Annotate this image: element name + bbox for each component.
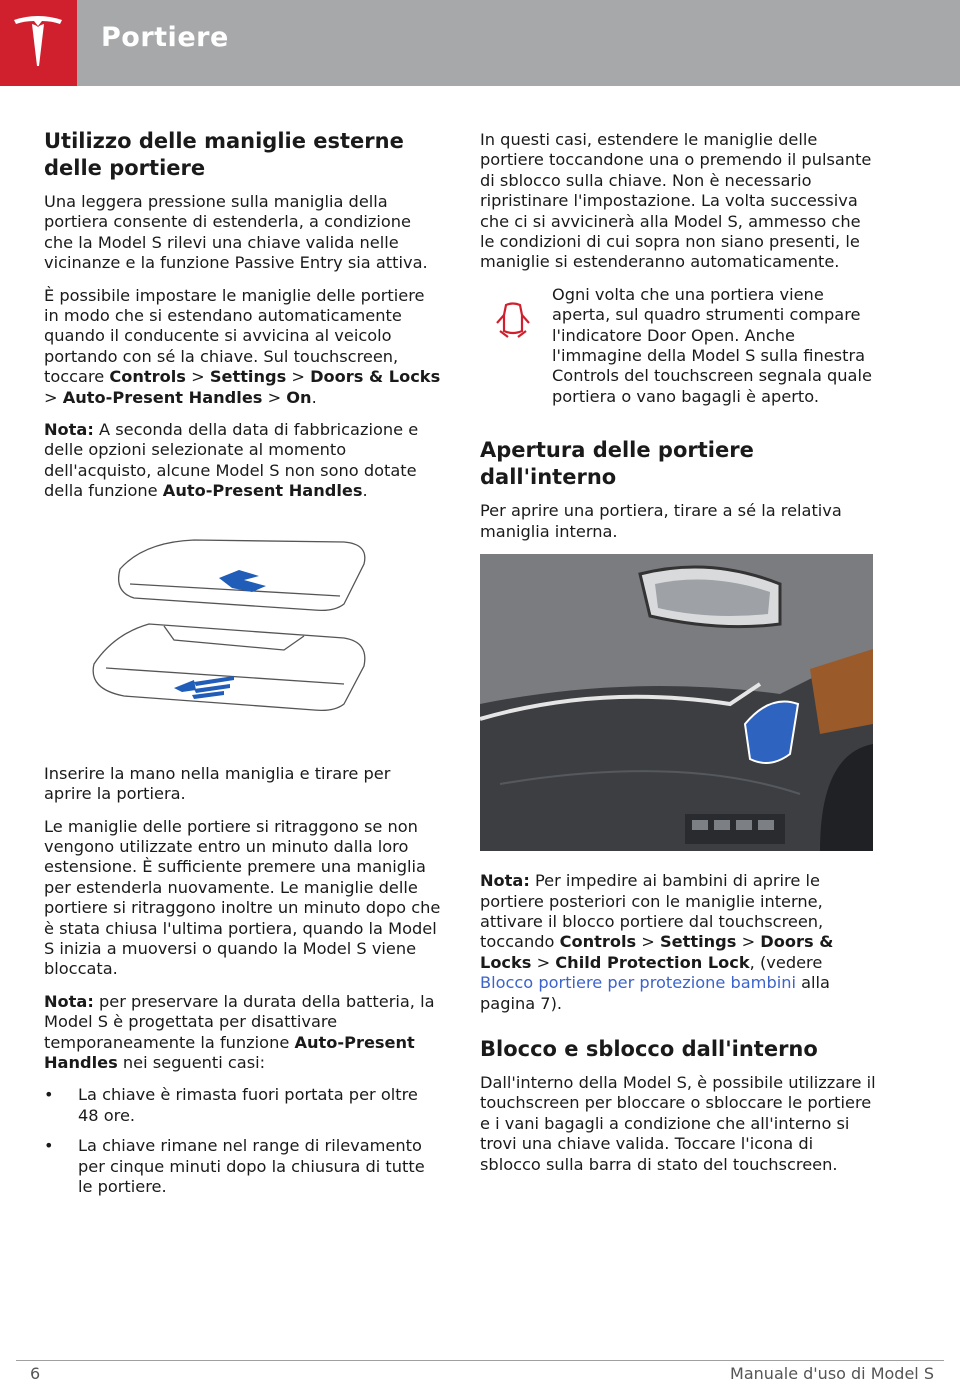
note-label: Nota:	[44, 420, 94, 440]
page-header	[0, 0, 960, 86]
section-heading-opening-inside: Apertura delle portiere dall'interno	[480, 438, 754, 490]
path-controls: Controls	[109, 367, 186, 387]
path-doors-locks: Doors & Locks	[310, 367, 441, 387]
section-heading-exterior-handles: Utilizzo delle maniglie esterne delle portiere	[44, 129, 404, 180]
paragraph-pull-handle: Per aprire una portiera, tirare a sé la relativa maniglia interna.	[480, 501, 842, 541]
path-settings: Settings	[209, 367, 287, 387]
note-child-lock	[480, 871, 878, 1014]
path-auto-present-handles: Auto-Present Handles	[62, 387, 263, 407]
bullet-marker: •	[44, 1136, 54, 1156]
path-settings: Settings	[660, 932, 737, 952]
path-sep: >	[736, 932, 761, 952]
right-column	[480, 130, 878, 1187]
door-open-info-text: Ogni volta che una portiera viene aperta, sul quadro strumenti compare l'indicatore Door Open. Anche l'immagine della Model S sulla finestra Controls del touchscreen segnala quale portiera o vano bagagli è aperto.	[552, 284, 872, 406]
paragraph-light-press: Una leggera pressione sulla maniglia della portiera consente di estenderla, a condizione che la Model S rilevi una chiave valida nelle vicinanze e la funzione Passive Entry sia attiva.	[44, 192, 428, 273]
note-text: A seconda della data di fabbricazione e delle opzioni selezionate al momento dell'acquisto, alcune Model S non sono dotate della funzione	[44, 420, 419, 501]
path-doors-locks: Doors & Locks	[480, 932, 834, 972]
path-sep: >	[636, 932, 660, 952]
child-lock-link[interactable]: Blocco portiere per protezione bambini	[480, 973, 796, 993]
page-number: 6	[30, 1364, 41, 1383]
door-open-icon	[496, 301, 530, 341]
interior-door-photo	[480, 554, 873, 851]
paragraph-extend-handles: In questi casi, estendere le maniglie delle portiere toccandone una o premendo il pulsante di sblocco sulla chiave. Non è necessario ripristinare l'impostazione. La volta successiva che ci si avvicinerà alla Model S, ammesso che le condizioni di cui sopra non siano presenti, le maniglie si estenderanno automaticamente.	[480, 130, 872, 272]
left-column	[44, 128, 442, 1207]
page-title: Portiere	[101, 22, 229, 53]
paragraph-lock-unlock: Dall'interno della Model S, è possibile utilizzare il touchscreen per bloccare o sbloccare le portiere e i vani bagagli a condizione che all'interno si trovi una chiave valida. Toccare l'icona di sblocco sulla barra di stato del touchscreen.	[480, 1072, 876, 1174]
note-mid: , (vedere	[749, 952, 823, 972]
footer-divider	[16, 1360, 944, 1361]
note-battery	[44, 992, 442, 1074]
path-sep: >	[531, 952, 556, 972]
list-item	[44, 1136, 442, 1197]
note-label: Nota:	[44, 991, 94, 1011]
path-controls: Controls	[559, 932, 637, 952]
manual-title: Manuale d'uso di Model S	[730, 1364, 934, 1383]
paragraph-insert-hand: Inserire la mano nella maniglia e tirare per aprire la portiera.	[44, 763, 391, 804]
note-text: Per impedire ai bambini di aprire le portiere posteriori con le maniglie interne, attivare il blocco portiere dal touchscreen, toccando	[480, 871, 824, 952]
door-handle-illustration	[44, 514, 442, 746]
door-open-info-box	[480, 285, 878, 407]
bullet-marker: •	[44, 1085, 54, 1105]
note-tail: nei seguenti casi:	[122, 1052, 266, 1072]
path-sep: >	[286, 367, 311, 387]
note-label: Nota:	[480, 871, 530, 891]
section-heading-lock-unlock: Blocco e sblocco dall'interno	[480, 1036, 818, 1061]
path-sep: >	[44, 387, 63, 407]
path-sep: >	[262, 387, 287, 407]
path-child-protection-lock: Child Protection Lock	[555, 952, 750, 972]
list-item-text: La chiave è rimasta fuori portata per oltre 48 ore.	[78, 1085, 418, 1125]
list-item	[44, 1085, 442, 1126]
note-tail: alla pagina 7).	[480, 973, 830, 1013]
note-text: per preservare la durata della batteria, la Model S è progettata per disattivare temporaneamente la funzione	[44, 991, 435, 1052]
auto-present-text: È possibile impostare le maniglie delle portiere in modo che si estendano automaticamente quando il conducente si avvicina al veicolo portando con sé la chiave. Sul touchscreen, toccare	[44, 285, 425, 387]
bullet-list	[44, 1085, 442, 1197]
note-manufacture-date: Nota: A seconda della data di fabbricazione e delle opzioni selezionate al momento dell'acquisto, alcune Model S non sono dotate della funzione Auto-Present Handles.	[44, 420, 419, 501]
note-feature-name: Auto-Present Handles	[44, 1032, 415, 1072]
list-item-text: La chiave rimane nel range di rilevamento per cinque minuti dopo la chiusura di tutte le portiere.	[78, 1136, 425, 1196]
path-on: On	[286, 387, 312, 407]
paragraph-handles-retract: Le maniglie delle portiere si ritraggono se non vengono utilizzate entro un minuto dalla loro estensione. È sufficiente premere una maniglia per estenderla nuovamente. Le maniglie delle portiere si ritraggono inoltre un minuto dopo che è stata chiusa l'ultima portiera, quando la Model S inizia a muoversi o quando la Model S viene bloccata.	[44, 816, 441, 979]
paragraph-auto-present: È possibile impostare le maniglie delle portiere in modo che si estendano automaticamente quando il conducente si avvicina al veicolo portando con sé la chiave. Sul touchscreen, toccare Controls > Settings > Doors & Locks > Auto-Present Handles > On.	[44, 285, 441, 407]
note-feature-name: Auto-Present Handles	[162, 481, 363, 501]
path-sep: >	[185, 367, 210, 387]
tesla-logo	[0, 0, 77, 86]
